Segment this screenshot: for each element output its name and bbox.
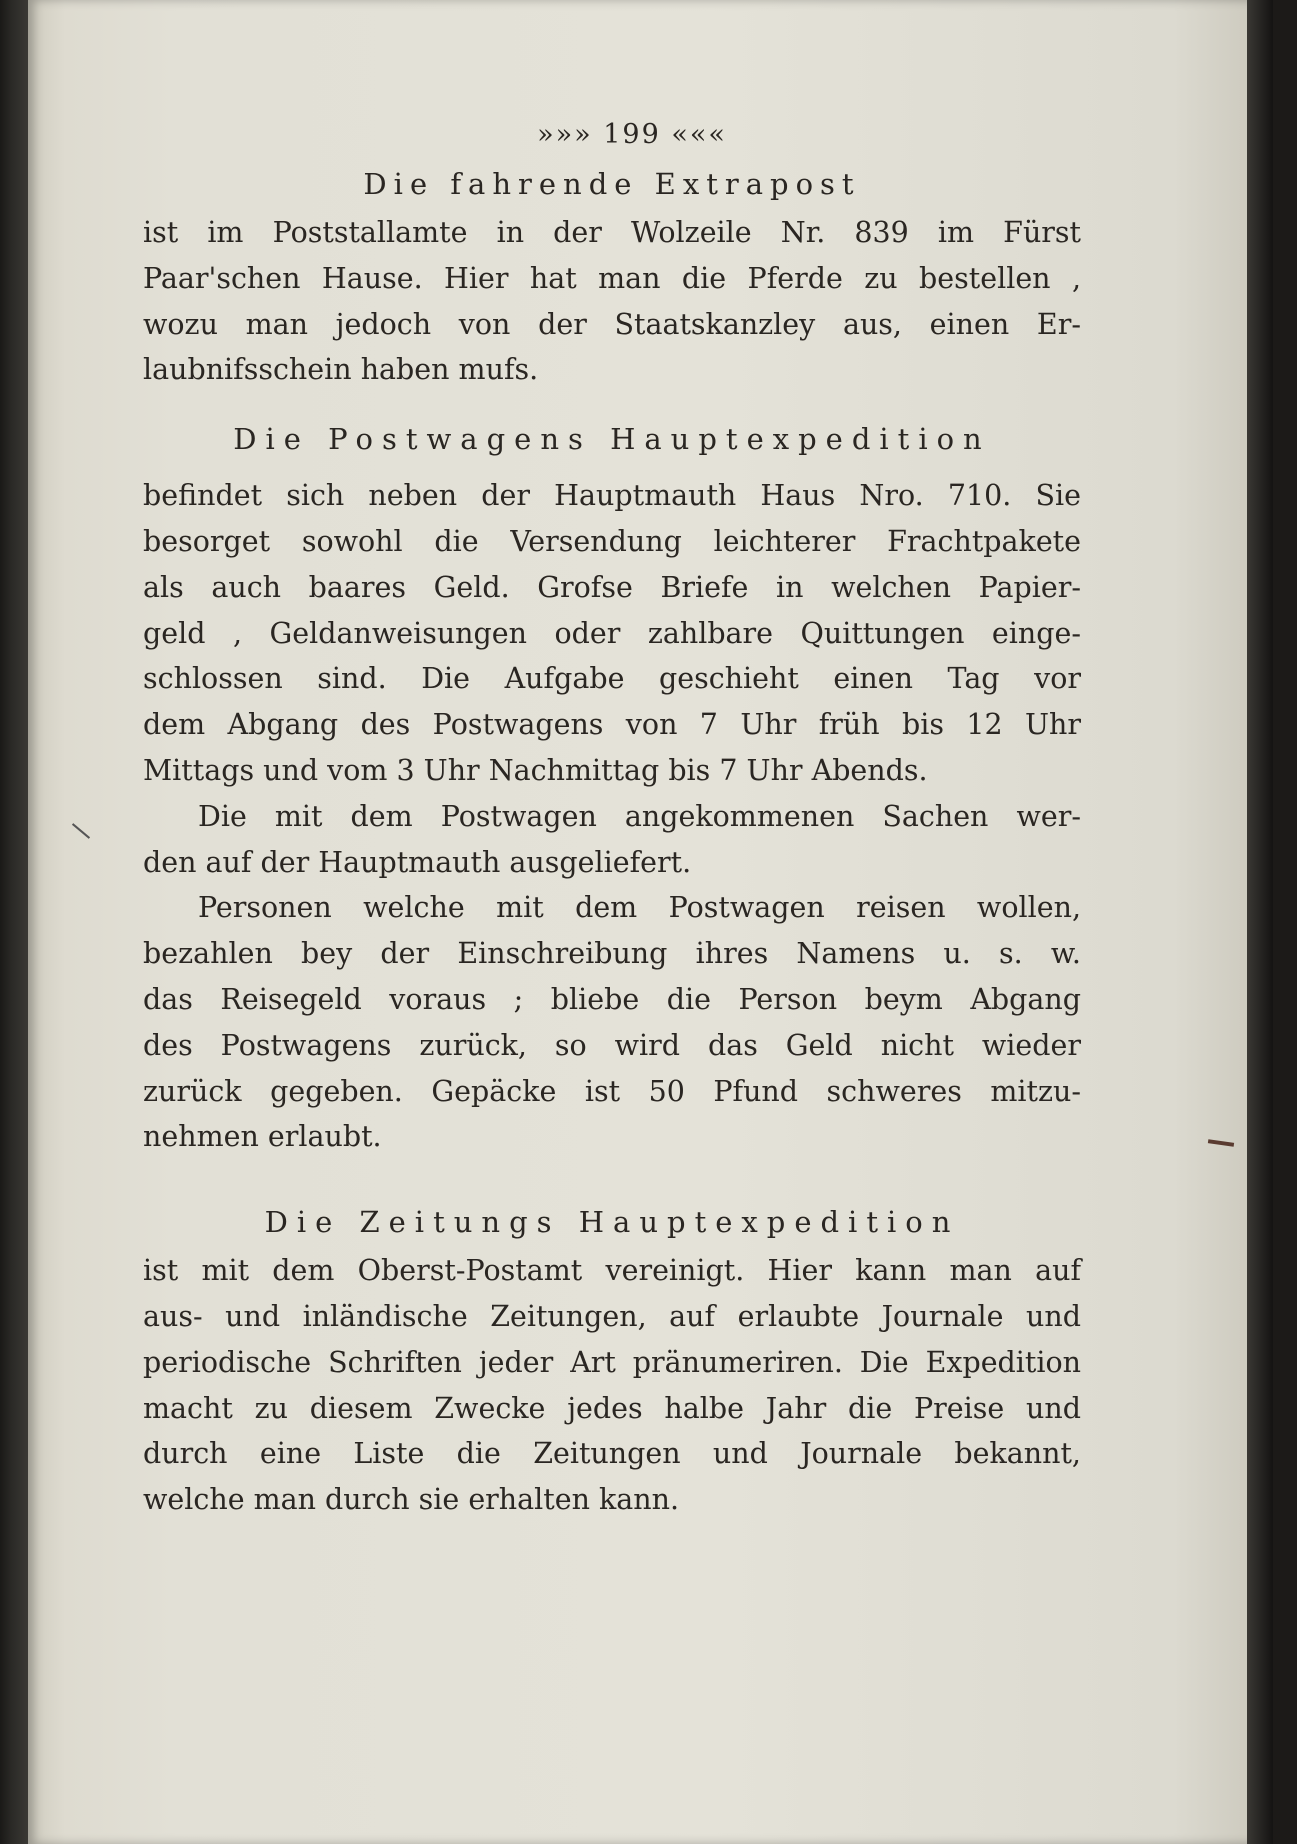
text-line: nehmen erlaubt. [143, 1120, 382, 1154]
paragraph-extrapost [143, 210, 1081, 393]
text-line: aus- und inländische Zeitungen, auf erlaubte Journale und [143, 1299, 1081, 1333]
text-line: besorget sowohl die Versendung leichterer Frachtpakete [143, 524, 1081, 558]
page-text [143, 118, 1081, 1523]
text-line: Paar'schen Hause. Hier hat man die Pferde zu bestellen , [143, 261, 1081, 295]
text-line: zurück gegeben. Gepäcke ist 50 Pfund schweres mitzu- [143, 1074, 1081, 1108]
text-line: macht zu diesem Zwecke jedes halbe Jahr die Preise und [143, 1391, 1081, 1425]
ink-mark [1208, 1139, 1234, 1147]
text-line: das Reisegeld voraus ; bliebe die Person beym Abgang [143, 982, 1081, 1016]
text-line: welche man durch sie erhalten kann. [143, 1483, 680, 1517]
text-line: Personen welche mit dem Postwagen reisen wollen, [198, 891, 1081, 925]
book-spine [0, 0, 30, 1844]
paper-page [28, 0, 1273, 1844]
text-line: den auf der Hauptmauth ausgeliefert. [143, 845, 692, 879]
paragraph-postwagen-2 [143, 794, 1081, 886]
heading-zeitungen: Die Zeitungs Hauptexpedition [264, 1205, 960, 1240]
heading-extrapost: Die fahrende Extrapost [363, 167, 861, 201]
paragraph-postwagen-1 [143, 473, 1081, 794]
text-line: Die mit dem Postwagen angekommenen Sachen wer- [198, 799, 1081, 833]
text-line: als auch baares Geld. Grofse Briefe in welchen Papier- [143, 570, 1081, 604]
page-edge [1247, 0, 1273, 1844]
text-line: periodische Schriften jeder Art pränumeriren. Die Expedition [143, 1345, 1081, 1379]
text-line: wozu man jedoch von der Staatskanzley aus, einen Er- [143, 307, 1081, 341]
text-line: Mittags und vom 3 Uhr Nachmittag bis 7 Uhr Abends. [143, 753, 928, 787]
text-line: dem Abgang des Postwagens von 7 Uhr früh bis 12 Uhr [143, 708, 1081, 742]
page-number: »»» 199 ««« [537, 119, 727, 150]
heading-postwagen: Die Postwagens Hauptexpedition [233, 422, 991, 457]
text-line: ist mit dem Oberst-Postamt vereinigt. Hier kann man auf [143, 1254, 1081, 1288]
margin-mark [72, 823, 90, 839]
text-line: bezahlen bey der Einschreibung ihres Namens u. s. w. [143, 937, 1081, 971]
text-line: des Postwagens zurück, so wird das Geld nicht wieder [143, 1028, 1081, 1062]
text-line: laubnifsschein haben mufs. [143, 353, 539, 387]
paragraph-postwagen-3 [143, 885, 1081, 1160]
text-line: befindet sich neben der Hauptmauth Haus Nro. 710. Sie [143, 479, 1081, 513]
text-line: geld , Geldanweisungen oder zahlbare Quittungen einge- [143, 616, 1081, 650]
text-line: durch eine Liste die Zeitungen und Journale bekannt, [143, 1437, 1081, 1471]
text-line: schlossen sind. Die Aufgabe geschieht einen Tag vor [143, 662, 1081, 696]
text-line: ist im Poststallamte in der Wolzeile Nr. 839 im Fürst [143, 216, 1081, 249]
paragraph-zeitungen [143, 1248, 1081, 1523]
